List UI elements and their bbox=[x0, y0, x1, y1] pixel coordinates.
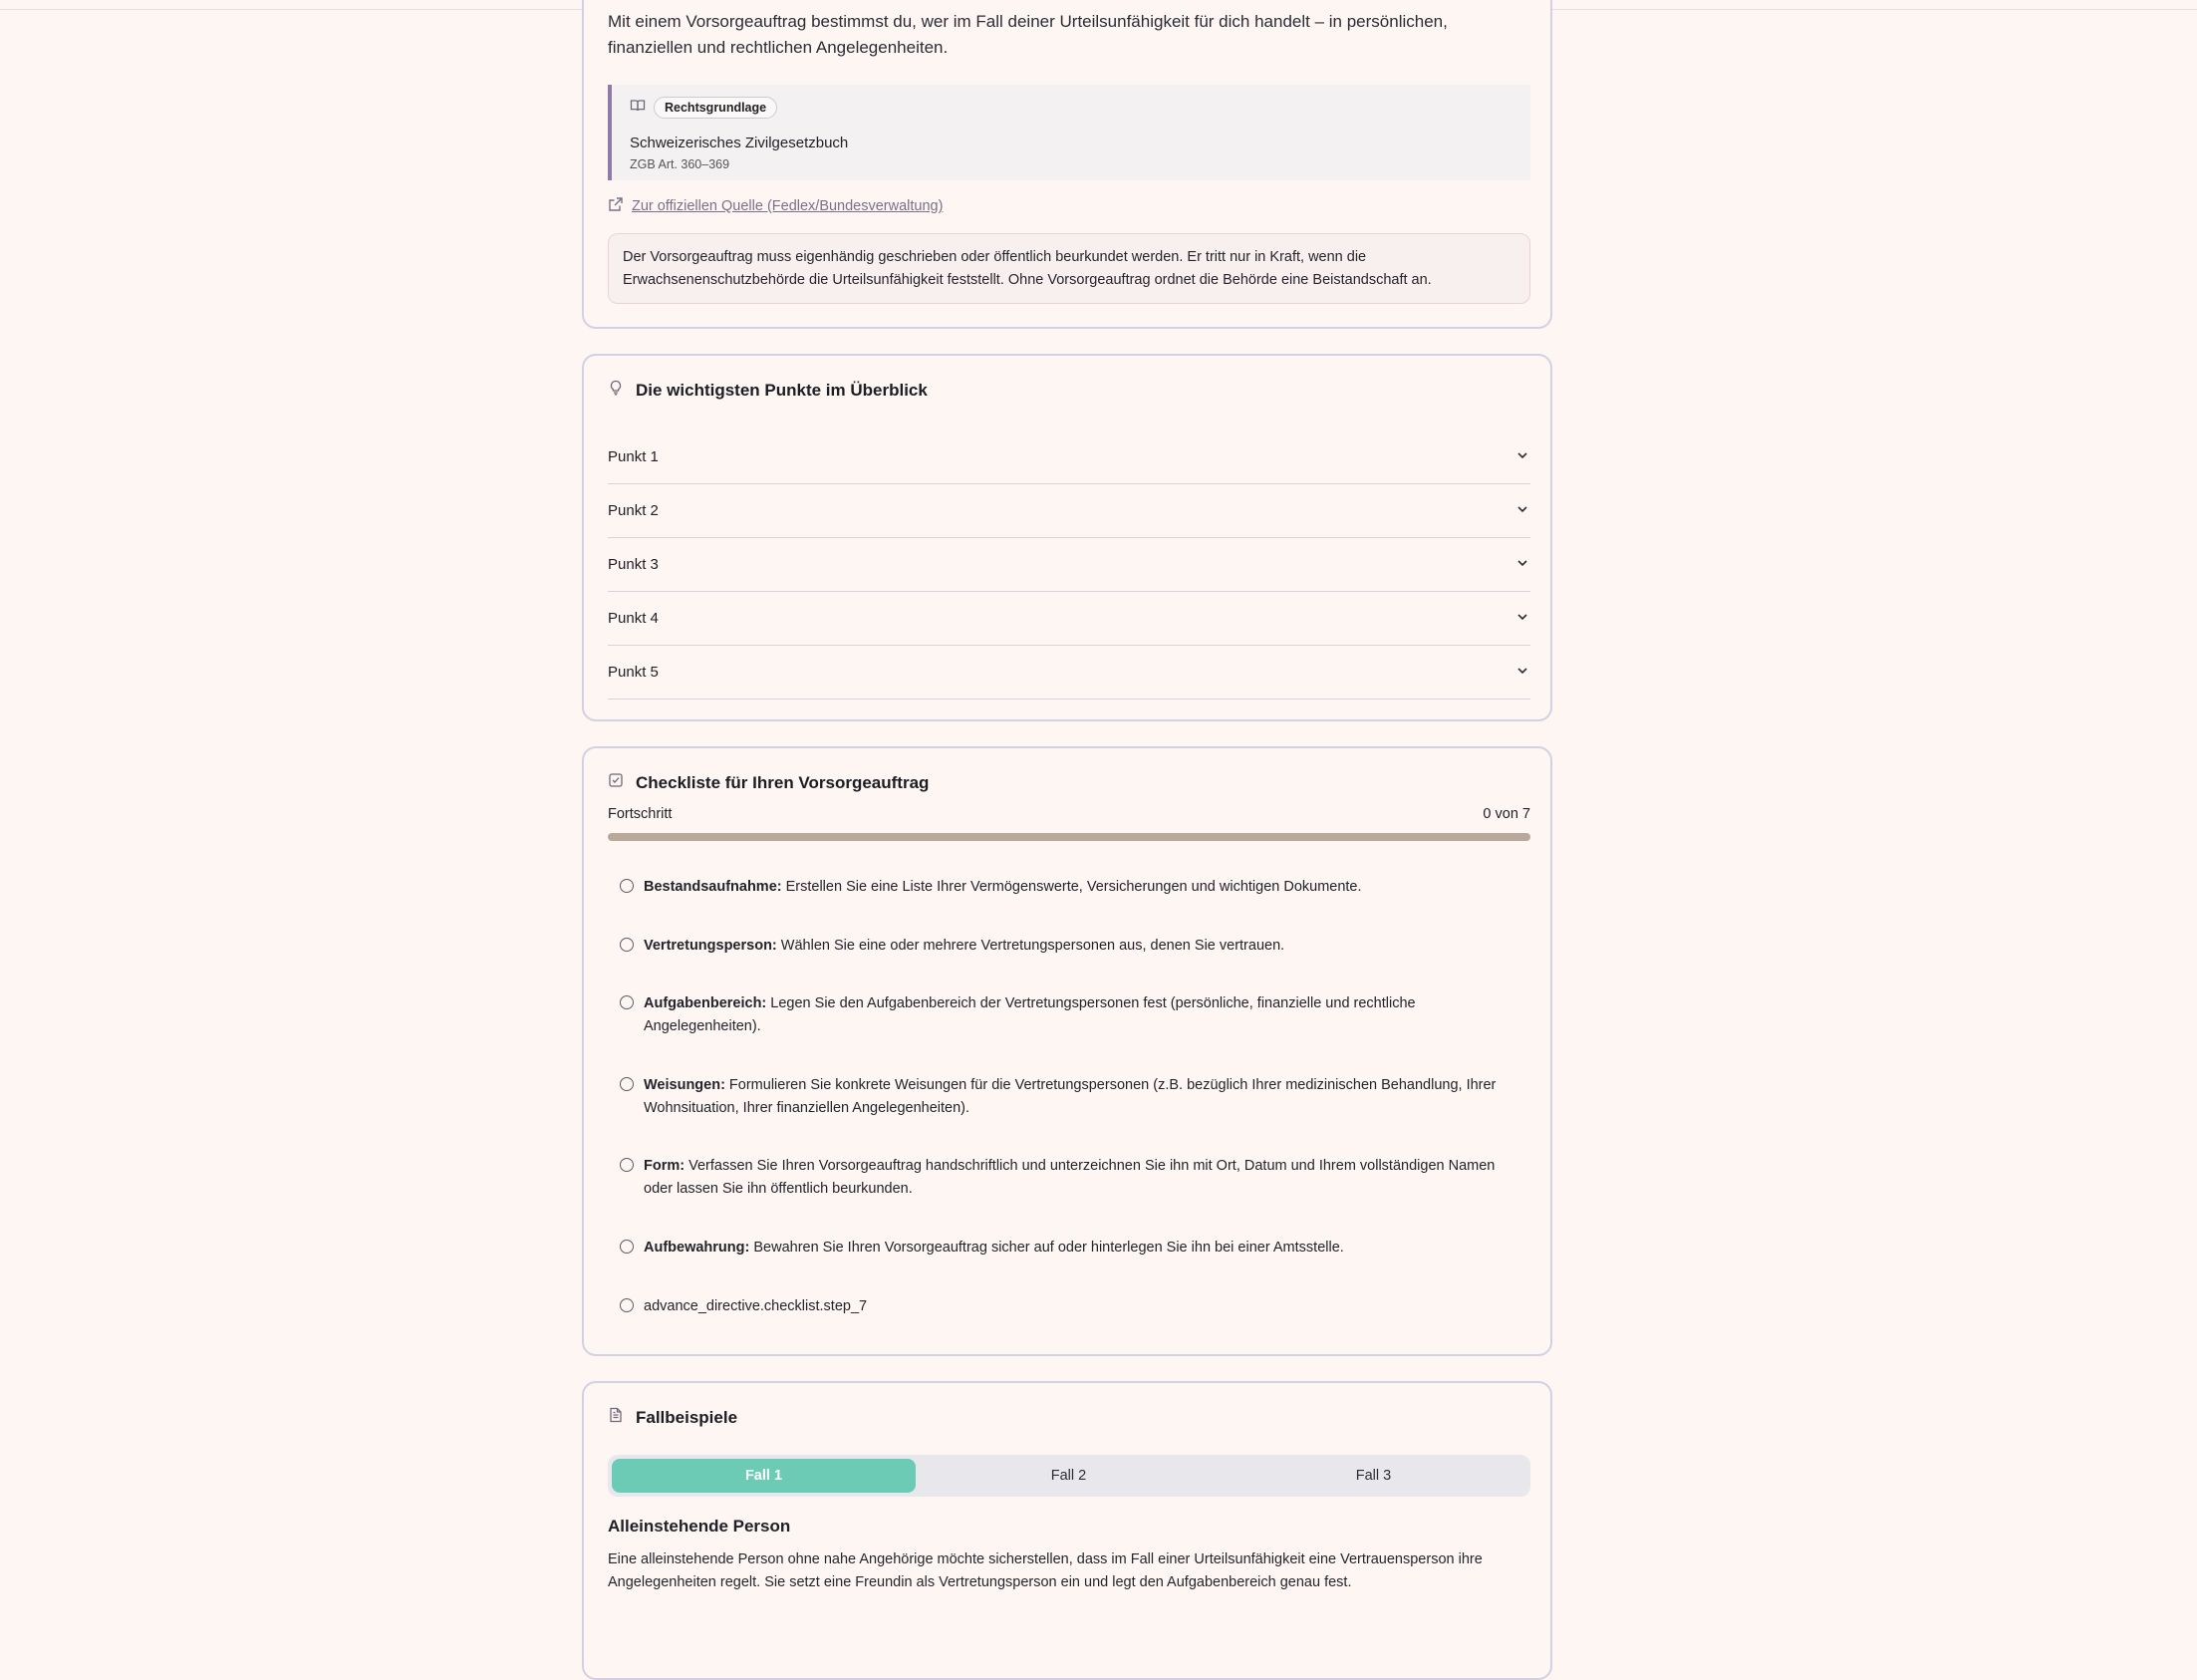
book-icon bbox=[630, 98, 646, 119]
checkbox-icon bbox=[608, 772, 624, 793]
accordion-item-label: Punkt 1 bbox=[608, 448, 659, 465]
checklist-title: Checkliste für Ihren Vorsorgeauftrag bbox=[636, 772, 930, 792]
intro-card bbox=[582, 0, 1552, 329]
checklist-item-text: Bestandsaufnahme: Erstellen Sie eine Liste Ihrer Vermögenswerte, Versicherungen und wichtigen Dokumente. bbox=[644, 879, 1362, 895]
checklist-item-4[interactable] bbox=[620, 1074, 1516, 1120]
legal-reference: ZGB Art. 360–369 bbox=[630, 157, 730, 171]
tab-case-1[interactable]: Fall 1 bbox=[612, 1459, 916, 1493]
accordion-item-label: Punkt 5 bbox=[608, 664, 659, 681]
checklist-item-text: Vertretungsperson: Wählen Sie eine oder mehrere Vertretungspersonen aus, denen Sie vertrauen. bbox=[644, 938, 1285, 954]
progress-count: 0 von 7 bbox=[1483, 806, 1530, 822]
legal-badge-row bbox=[630, 97, 777, 119]
checklist-item-6[interactable] bbox=[620, 1237, 1516, 1260]
checklist-item-7[interactable] bbox=[620, 1295, 1516, 1318]
checklist-header bbox=[608, 772, 929, 793]
document-icon bbox=[608, 1407, 624, 1428]
accordion-item-5[interactable] bbox=[608, 646, 1530, 700]
external-link-icon bbox=[608, 196, 624, 216]
content-column bbox=[582, 0, 1554, 1599]
accordion-item-label: Punkt 2 bbox=[608, 502, 659, 519]
checklist-item-text: Aufgabenbereich: Legen Sie den Aufgabenbereich der Vertretungspersonen fest (persönliche, finanzielle und rechtliche Angelegenheiten). bbox=[644, 995, 1416, 1034]
progress-bar bbox=[608, 833, 1530, 841]
checklist-radio[interactable] bbox=[620, 1077, 634, 1091]
lightbulb-icon bbox=[608, 380, 624, 401]
case-tabs bbox=[608, 1455, 1530, 1497]
checklist-item-2[interactable] bbox=[620, 935, 1516, 958]
checklist-item-text: Aufbewahrung: Bewahren Sie Ihren Vorsorgeauftrag sicher auf oder hinterlegen Sie ihn bei einer Amtsstelle. bbox=[644, 1240, 1344, 1256]
chevron-down-icon bbox=[1514, 663, 1530, 683]
accordion-item-label: Punkt 4 bbox=[608, 610, 659, 627]
checklist-item-1[interactable] bbox=[620, 876, 1516, 899]
official-source-link-label: Zur offiziellen Quelle (Fedlex/Bundesverwaltung) bbox=[632, 198, 944, 214]
accordion-item-1[interactable] bbox=[608, 430, 1530, 484]
checklist-radio[interactable] bbox=[620, 1298, 634, 1312]
checklist-radio[interactable] bbox=[620, 995, 634, 1009]
checklist-radio[interactable] bbox=[620, 1240, 634, 1254]
legal-title: Schweizerisches Zivilgesetzbuch bbox=[630, 135, 849, 151]
checklist-radio[interactable] bbox=[620, 938, 634, 952]
intro-text: Mit einem Vorsorgeauftrag bestimmst du, wer im Fall deiner Urteilsunfähigkeit für dich handelt – in persönlichen, finanziellen und rechtlichen Angelegenheiten. bbox=[608, 12, 1448, 57]
accordion-item-2[interactable] bbox=[608, 484, 1530, 538]
legal-basis-box bbox=[608, 85, 1530, 180]
accordion-item-label: Punkt 3 bbox=[608, 556, 659, 573]
chevron-down-icon bbox=[1514, 555, 1530, 575]
case-examples-header bbox=[608, 1407, 737, 1428]
key-points-header bbox=[608, 380, 928, 401]
key-points-card bbox=[582, 354, 1552, 721]
checklist-item-text: Form: Verfassen Sie Ihren Vorsorgeauftrag handschriftlich und unterzeichnen Sie ihn mit Ort, Datum und Ihrem vollständigen Namen oder lassen Sie ihn öffentlich beurkunden. bbox=[644, 1158, 1496, 1197]
chevron-down-icon bbox=[1514, 447, 1530, 467]
checklist-item-3[interactable] bbox=[620, 992, 1516, 1038]
progress-label-row bbox=[608, 806, 1530, 822]
checklist-item-5[interactable] bbox=[620, 1155, 1516, 1201]
legal-basis-badge: Rechtsgrundlage bbox=[654, 97, 777, 119]
case-examples-title: Fallbeispiele bbox=[636, 1407, 738, 1427]
checklist-radio[interactable] bbox=[620, 1158, 634, 1172]
case-examples-card bbox=[582, 1381, 1552, 1680]
key-points-title: Die wichtigsten Punkte im Überblick bbox=[636, 380, 928, 400]
progress-label: Fortschritt bbox=[608, 806, 673, 822]
checklist-radio[interactable] bbox=[620, 879, 634, 893]
checklist-item-text: advance_directive.checklist.step_7 bbox=[644, 1298, 868, 1314]
accordion-item-3[interactable] bbox=[608, 538, 1530, 592]
tab-case-2[interactable]: Fall 2 bbox=[1050, 1468, 1087, 1484]
case-description: Eine alleinstehende Person ohne nahe Angehörige möchte sicherstellen, dass im Fall einer Urteilsunfähigkeit eine Vertrauensperson ihre Angelegenheiten regelt. Sie setzt eine Freundin als Vertretungsperson ein und legt den Aufgabenbereich genau fest. bbox=[608, 1551, 1483, 1590]
official-source-link[interactable] bbox=[608, 196, 1530, 216]
accordion-item-4[interactable] bbox=[608, 592, 1530, 646]
chevron-down-icon bbox=[1514, 501, 1530, 521]
checklist-item-text: Weisungen: Formulieren Sie konkrete Weisungen für die Vertretungspersonen (z.B. bezüglich Ihrer medizinischen Behandlung, Ihrer Wohnsituation, Ihrer finanziellen Angelegenheiten). bbox=[644, 1077, 1497, 1116]
tab-case-3[interactable]: Fall 3 bbox=[1355, 1468, 1392, 1484]
case-title: Alleinstehende Person bbox=[608, 1517, 791, 1536]
form-requirement-note: Der Vorsorgeauftrag muss eigenhändig geschrieben oder öffentlich beurkundet werden. Er tritt nur in Kraft, wenn die Erwachsenenschutzbehörde die Urteilsunfähigkeit feststellt. Ohne Vorsorgeauftrag ordnet die Behörde eine Beistandschaft an. bbox=[608, 233, 1530, 304]
chevron-down-icon bbox=[1514, 609, 1530, 629]
checklist-card bbox=[582, 746, 1552, 1356]
